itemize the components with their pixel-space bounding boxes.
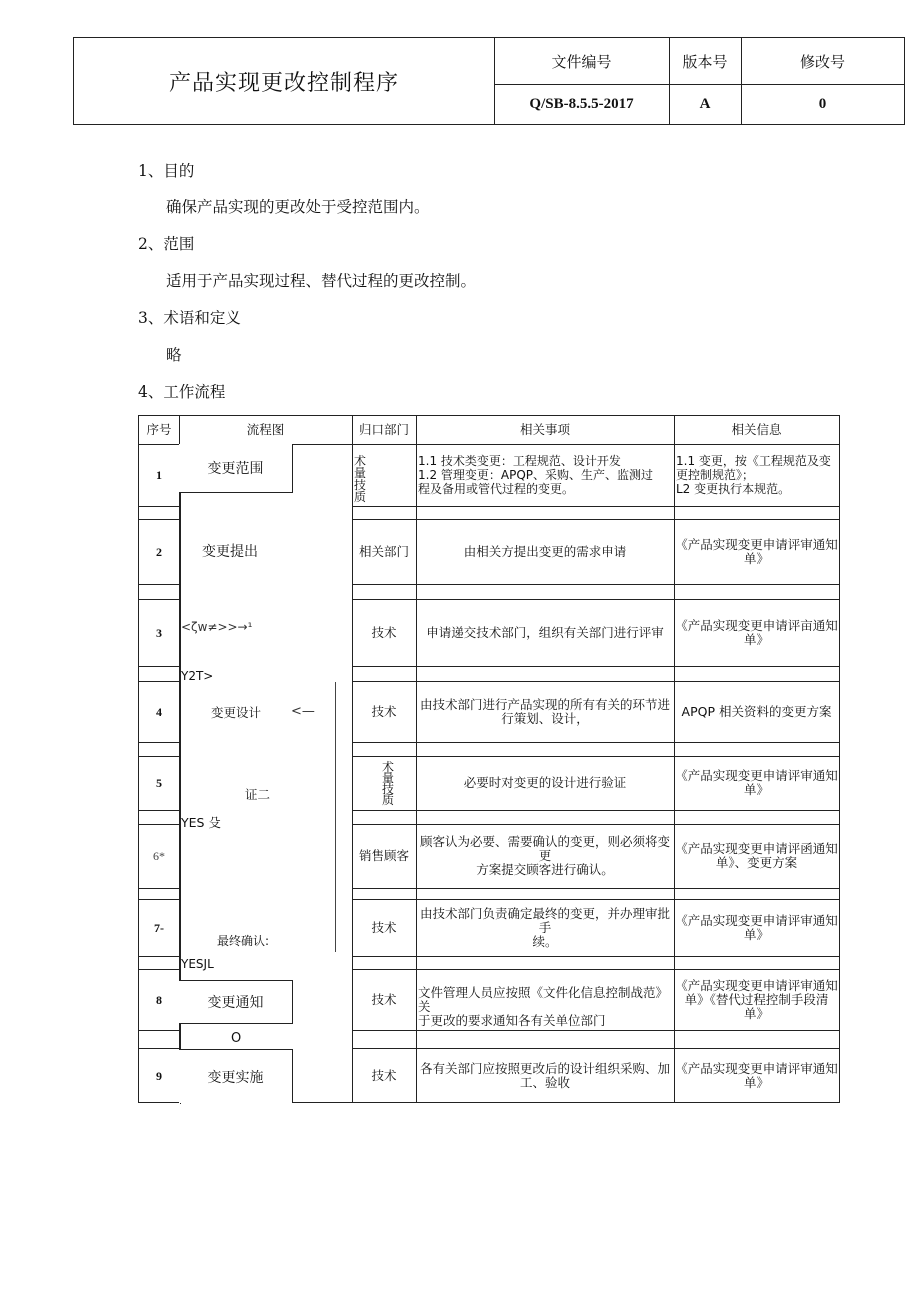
matter-line: 工、验收 bbox=[519, 1074, 570, 1090]
row-number: 6* bbox=[153, 849, 165, 863]
info-line: 《产品实现变更申请评审通知 bbox=[675, 977, 838, 993]
info-cell bbox=[674, 519, 839, 584]
dept-cell: 技术 bbox=[371, 919, 397, 935]
dept-cell: 技术 bbox=[371, 991, 397, 1007]
info-cell bbox=[676, 454, 839, 496]
matter-line: 由技术部门进行产品实现的所有有关的环节进 bbox=[419, 696, 670, 712]
row-number: 2 bbox=[156, 544, 162, 559]
matter-line: 续。 bbox=[532, 933, 558, 949]
row-number: 7- bbox=[154, 920, 164, 935]
row-divider bbox=[139, 584, 179, 585]
section-scope-body: 适用于产品实现过程、替代过程的更改控制。 bbox=[166, 272, 477, 290]
row-number: 8 bbox=[156, 992, 162, 1007]
row-divider bbox=[352, 506, 839, 507]
row-divider bbox=[352, 956, 839, 957]
row-divider bbox=[139, 506, 179, 507]
info-line: 单》 bbox=[743, 926, 769, 942]
row-divider bbox=[139, 956, 179, 957]
info-line: 《产品实现变更申请评函通知 bbox=[675, 841, 838, 856]
dept-line: 术 bbox=[354, 454, 367, 468]
flow-box-change-proposal: 变更提出 bbox=[202, 544, 258, 560]
row-divider bbox=[139, 742, 179, 743]
info-line: 更控制规范》； bbox=[676, 468, 755, 482]
dept-line: 质 bbox=[354, 490, 367, 504]
row-number: 5 bbox=[156, 776, 162, 790]
info-cell bbox=[674, 824, 839, 888]
info-line: 单》 bbox=[743, 782, 769, 797]
col-header-matter: 相关事项 bbox=[519, 422, 570, 437]
row-divider bbox=[352, 1030, 839, 1031]
doc-no-value: Q/SB-8.5.5-2017 bbox=[529, 95, 634, 112]
dept-line: 量 bbox=[354, 466, 367, 480]
matter-line: 1.1 技术类变更：工程规范、设计开发 bbox=[418, 454, 621, 468]
row-divider bbox=[352, 888, 839, 889]
info-cell bbox=[674, 756, 839, 810]
info-cell bbox=[674, 599, 839, 666]
row-divider bbox=[352, 810, 839, 811]
document-title: 产品实现更改控制程序 bbox=[168, 70, 399, 96]
dept-cell bbox=[354, 455, 374, 503]
dept-cell: 销售顾客 bbox=[358, 848, 409, 863]
doc-no-label: 文件编号 bbox=[551, 52, 612, 71]
matter-cell bbox=[416, 1048, 674, 1103]
dept-cell bbox=[382, 762, 402, 806]
info-cell bbox=[674, 899, 839, 956]
info-line: 《产品实现变更申请评审通知 bbox=[675, 536, 838, 552]
revision-value: 0 bbox=[818, 95, 827, 112]
matter-line: 行策划、设计， bbox=[501, 710, 589, 726]
flow-box-change-design: 变更设计 bbox=[211, 705, 262, 720]
flow-box-change-scope: 变更范围 bbox=[179, 444, 293, 493]
flow-decision-review: <ζw≠>>→¹ bbox=[181, 620, 253, 634]
row-number: 1 bbox=[156, 468, 162, 482]
col-header-seq: 序号 bbox=[146, 422, 172, 437]
matter-cell: 由相关方提出变更的需求申请 bbox=[463, 543, 627, 559]
flow-box-change-implement: 变更实施 bbox=[179, 1049, 293, 1103]
flow-return-line bbox=[335, 682, 336, 952]
revision-label: 修改号 bbox=[799, 52, 845, 71]
section-purpose-body: 确保产品实现的更改处于受控范围内。 bbox=[166, 198, 430, 216]
flow-decision-verify: 证二 bbox=[245, 787, 271, 802]
row-divider bbox=[139, 1030, 179, 1031]
row-divider bbox=[352, 666, 839, 667]
dept-line: 技 bbox=[382, 782, 395, 796]
flow-decision-verify-yes: YES 殳 bbox=[181, 815, 221, 830]
section-scope-title: 2、范围 bbox=[138, 235, 195, 253]
dept-cell: 技术 bbox=[371, 1067, 397, 1083]
dept-line: 质 bbox=[382, 793, 395, 807]
dept-line: 术 bbox=[382, 760, 395, 774]
version-value: A bbox=[699, 95, 711, 112]
section-terms-body: 略 bbox=[166, 346, 182, 364]
flow-decision-yes: Y2T> bbox=[181, 669, 214, 683]
dept-cell: 技术 bbox=[371, 703, 397, 719]
info-line: 《产品实现变更申请评亩通知 bbox=[675, 617, 838, 633]
info-line: 单》 bbox=[743, 550, 769, 566]
info-line: 单》 bbox=[743, 1074, 769, 1090]
section-workflow-title: 4、工作流程 bbox=[138, 383, 226, 401]
info-line: 《产品实现变更申请评审通知 bbox=[675, 1060, 838, 1076]
col-header-dept: 归口部门 bbox=[358, 422, 409, 437]
matter-cell bbox=[416, 899, 674, 956]
matter-line: 各有关部门应按照更改后的设计组织采购、加 bbox=[419, 1060, 670, 1076]
section-purpose-title: 1、目的 bbox=[138, 162, 195, 180]
matter-cell bbox=[418, 986, 674, 1028]
row-divider bbox=[139, 810, 179, 811]
matter-line: 程及备用或管代过程的变更。 bbox=[418, 482, 575, 496]
dept-line: 量 bbox=[382, 771, 395, 785]
flow-return-arrow-icon: <— bbox=[291, 704, 315, 719]
matter-cell bbox=[416, 824, 674, 888]
col-header-info: 相关信息 bbox=[731, 422, 782, 437]
info-cell bbox=[674, 1048, 839, 1103]
row-divider bbox=[139, 888, 179, 889]
info-line: 单》《替代过程控制手段清 bbox=[684, 991, 829, 1007]
dept-cell: 相关部门 bbox=[358, 543, 409, 559]
info-line: 《产品实现变更申请评审通知 bbox=[675, 768, 838, 783]
matter-line: 于更改的要求通知各有关单位部门 bbox=[418, 1013, 606, 1028]
info-line: 单》、变更方案 bbox=[715, 855, 798, 870]
matter-cell: 申请递交技术部门，组织有关部门进行评审 bbox=[426, 624, 664, 640]
col-header-flowchart: 流程图 bbox=[246, 422, 285, 437]
info-line: 《产品实现变更申请评审通知 bbox=[675, 912, 838, 928]
document-header bbox=[73, 37, 905, 125]
workflow-table bbox=[138, 415, 840, 1103]
info-cell: APQP 相关资料的变更方案 bbox=[681, 703, 832, 719]
info-line: 1.1 变更，按《工程规范及变 bbox=[676, 454, 831, 468]
info-cell bbox=[674, 969, 839, 1030]
info-line: 单》 bbox=[743, 1005, 769, 1021]
matter-line: 方案提交顾客进行确认。 bbox=[476, 862, 614, 877]
info-line: L2 变更执行本规范。 bbox=[676, 482, 791, 496]
matter-line: 由技术部门负责确定最终的变更，并办理审批手 bbox=[419, 905, 670, 935]
section-terms-title: 3、术语和定义 bbox=[138, 309, 241, 327]
flow-decision-final: 最终确认: bbox=[217, 934, 270, 948]
matter-cell: 必要时对变更的设计进行验证 bbox=[463, 775, 627, 790]
info-line: 单》 bbox=[743, 631, 769, 647]
flow-box-change-notice: 变更通知 bbox=[179, 980, 293, 1024]
matter-cell bbox=[418, 454, 673, 496]
dept-cell: 技术 bbox=[371, 624, 397, 640]
matter-line: 1.2 管理变更：APQP、采购、生产、监测过 bbox=[418, 468, 654, 482]
flow-decision-final-yes: YESJL bbox=[181, 957, 214, 971]
flow-connector-icon: O bbox=[231, 1031, 242, 1046]
row-divider bbox=[352, 742, 839, 743]
row-number: 3 bbox=[156, 625, 162, 640]
row-number: 9 bbox=[156, 1068, 162, 1083]
row-divider bbox=[352, 584, 839, 585]
version-label: 版本号 bbox=[682, 52, 728, 71]
matter-cell bbox=[416, 681, 674, 742]
row-number: 4 bbox=[156, 704, 162, 719]
matter-line: 文件管理人员应按照《文件化信息控制战范》关 bbox=[418, 985, 669, 1014]
matter-line: 顾客认为必要、需要确认的变更，则必须将变更 bbox=[419, 834, 670, 863]
row-divider bbox=[139, 666, 179, 667]
dept-line: 技 bbox=[354, 478, 367, 492]
